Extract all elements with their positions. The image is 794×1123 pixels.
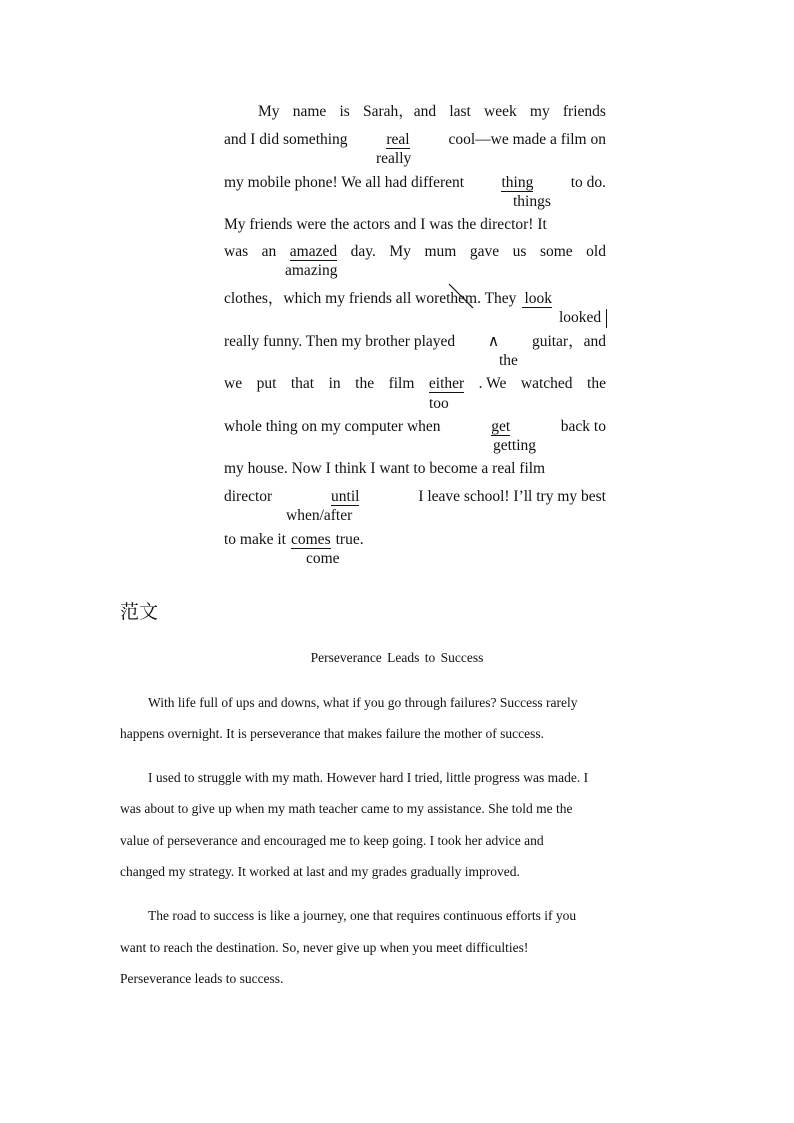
correction-word: too	[429, 395, 449, 412]
correction-word: come	[306, 550, 340, 567]
passage-line-7	[224, 332, 606, 352]
text-segment: back to	[560, 418, 606, 435]
essay-line: changed my strategy. It worked at last and my grades gradually improved.	[120, 864, 520, 879]
word: My	[258, 103, 280, 120]
text-segment: my house. Now I think I want to become a real film	[224, 460, 546, 477]
word: name	[292, 103, 327, 120]
word: mum	[424, 243, 457, 260]
word: my	[529, 103, 550, 120]
text-segment: . They	[477, 290, 517, 307]
essay-line: value of perseverance and encouraged me to keep going. I took her advice and	[120, 833, 544, 848]
essay-line: The road to success is like a journey, one that requires continuous efforts if you	[148, 908, 577, 923]
essay-line: With life full of ups and downs, what if you go through failures? Success rarely	[148, 695, 578, 710]
word: old	[586, 243, 606, 260]
word: the	[587, 375, 606, 392]
passage-line-9	[224, 417, 606, 437]
word: us	[512, 243, 527, 260]
passage-line-6	[224, 289, 606, 309]
correction-word: the	[499, 352, 518, 369]
correction-box	[559, 309, 607, 328]
essay-line: was about to give up when my math teacher came to my assistance. She told me the	[120, 801, 573, 816]
essay-line: want to reach the destination. So, never give up when you meet difficulties!	[120, 940, 529, 955]
word: film	[388, 375, 415, 392]
text-segment: and I did something	[224, 131, 348, 148]
word: friends	[562, 103, 606, 120]
passage-line-3	[224, 173, 606, 193]
struck-word: them	[446, 289, 477, 309]
section-heading: 范文	[120, 601, 159, 623]
correction-word: amazing	[285, 262, 338, 279]
text-segment: true.	[335, 531, 364, 548]
text-segment: really funny. Then my brother played	[224, 333, 456, 350]
word: gave	[469, 243, 500, 260]
error-word: look	[524, 290, 552, 307]
error-word: get	[491, 418, 511, 435]
text-segment: director	[224, 488, 273, 505]
passage-line-11	[224, 487, 606, 507]
text-segment: I leave school! I’ll try my best	[418, 488, 606, 505]
word: . We	[478, 375, 507, 392]
passage-line-10	[224, 459, 606, 479]
passage-line-2	[224, 130, 606, 150]
correction-word: things	[513, 193, 551, 210]
word: watched	[520, 375, 573, 392]
passage-line-8	[224, 374, 606, 394]
correction-word: really	[376, 150, 412, 167]
essay-line: happens overnight. It is perseverance that makes failure the mother of success.	[120, 726, 544, 741]
text-segment: to make it	[224, 531, 286, 548]
passage-line-12	[224, 530, 606, 550]
essay-line: I used to struggle with my math. However hard I tried, little progress was made. I	[148, 770, 589, 785]
essay-line: Perseverance leads to success.	[120, 971, 284, 986]
text-segment: to do.	[570, 174, 606, 191]
word: Sarah，and	[362, 103, 437, 120]
word: some	[539, 243, 573, 260]
text-segment: clothes，which my friends all wore	[224, 290, 447, 307]
word: in	[328, 375, 341, 392]
word: was	[224, 243, 249, 260]
error-word: comes	[291, 531, 331, 548]
passage-line-4	[224, 215, 606, 235]
word: day.	[350, 243, 376, 260]
correction-word: getting	[493, 437, 537, 454]
word: last	[449, 103, 471, 120]
word: the	[355, 375, 375, 392]
error-word: until	[331, 488, 360, 505]
correction-word: looked	[559, 309, 602, 326]
text-segment: cool—we made a film on	[448, 131, 606, 148]
word: week	[484, 103, 517, 120]
error-word: amazed	[289, 243, 338, 260]
correction-word: when/after	[286, 507, 353, 524]
text-segment: whole thing on my computer when	[224, 418, 441, 435]
text-segment: guitar，and	[531, 333, 606, 350]
word: that	[290, 375, 315, 392]
word: an	[261, 243, 277, 260]
word: put	[256, 375, 277, 392]
error-word: thing	[501, 174, 534, 191]
passage-line-5	[224, 242, 606, 262]
error-word: either	[428, 375, 465, 392]
word: is	[339, 103, 350, 120]
strike-mark	[446, 283, 476, 309]
text-segment: My friends were the actors and I was the director! It	[224, 216, 547, 233]
word: My	[389, 243, 411, 260]
error-word: real	[386, 131, 410, 148]
text-segment: my mobile phone! We all had different	[224, 174, 465, 191]
essay-title: Perseverance Leads to Success	[310, 650, 484, 665]
passage-line-1	[258, 102, 606, 122]
word: we	[224, 375, 243, 392]
insert-caret: ∧	[487, 333, 500, 350]
